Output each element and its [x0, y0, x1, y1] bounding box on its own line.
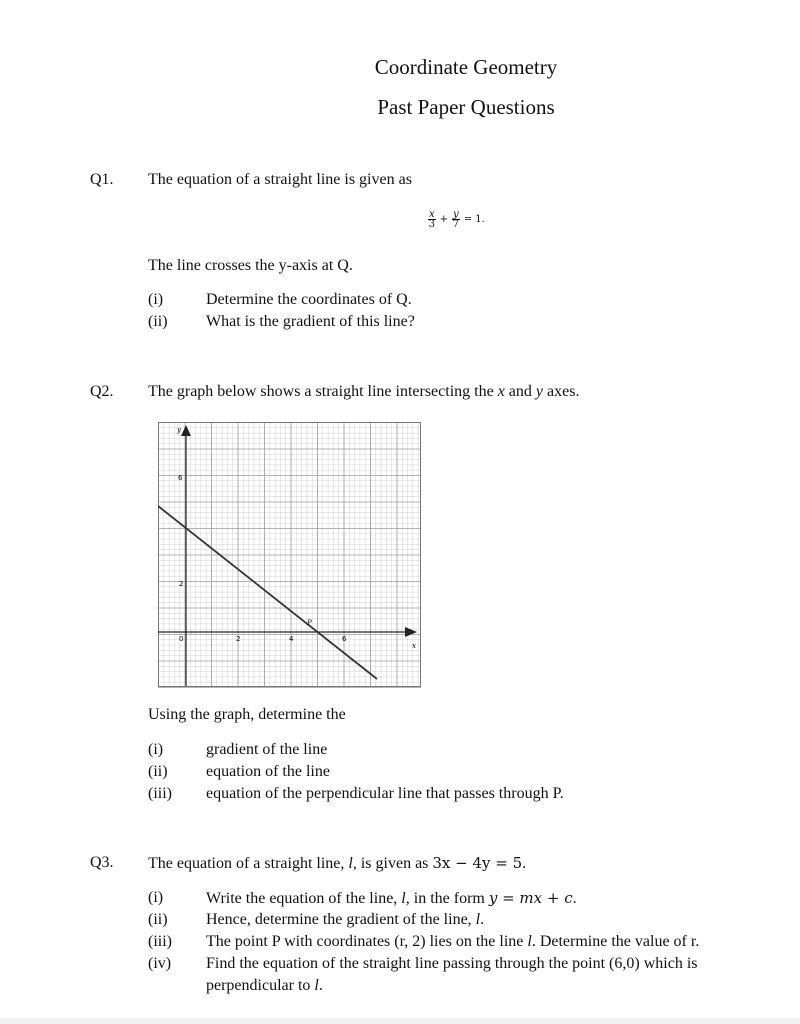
- q3-part-i-text: [206, 889, 577, 908]
- q1-stem: The equation of a straight line is given as: [148, 171, 412, 188]
- q2-stem-x: x: [497, 383, 505, 400]
- q3-part-text: .: [480, 911, 485, 928]
- q1-crosses-text: The line crosses the y-axis at Q.: [148, 257, 353, 274]
- x-denominator: 3: [428, 219, 435, 230]
- q3-part-text: . Determine the value of r.: [531, 933, 700, 950]
- q3-part-iv-text-line1: Find the equation of the straight line passing through the point (6,0) which is: [206, 955, 698, 972]
- q3-stem: [148, 854, 526, 873]
- q3-stem-equation: 3x − 4y = 5: [432, 854, 523, 872]
- page-title: Coordinate Geometry: [374, 55, 558, 79]
- y-fraction: [452, 210, 460, 229]
- q3-part-l: l: [401, 890, 406, 907]
- q3-part-ii-text: [206, 911, 484, 929]
- origin-label: 0: [179, 635, 184, 643]
- q2-part-iii-text: equation of the perpendicular line that passes through P.: [206, 785, 564, 802]
- q2-part-iii-label: (iii): [148, 785, 172, 802]
- q3-part-l: l: [527, 933, 532, 950]
- q3-stem-part: , is given as: [352, 855, 433, 872]
- q3-part-text: Write the equation of the line,: [206, 890, 402, 907]
- q2-stem: [148, 383, 579, 401]
- x-tick-2: 2: [236, 635, 241, 643]
- y-tick-2: 2: [179, 580, 184, 588]
- x-tick-6: 6: [342, 635, 347, 643]
- page-subtitle: Past Paper Questions: [377, 95, 555, 119]
- q3-part-ii-label: (ii): [148, 911, 168, 928]
- q1-part-ii-label: (ii): [148, 313, 168, 330]
- q3-part-iii-text: [206, 933, 699, 951]
- q1-part-i-text: Determine the coordinates of Q.: [206, 291, 412, 308]
- q2-stem-part: axes.: [543, 383, 580, 400]
- plus-sign: +: [439, 214, 449, 225]
- x-axis-arrow: [405, 627, 417, 637]
- q3-part-text: .: [318, 977, 323, 994]
- equation-rhs: = 1.: [463, 214, 485, 225]
- q3-part-l: l: [314, 977, 319, 994]
- q1-part-i-label: (i): [148, 291, 164, 308]
- q1-number: Q1.: [90, 171, 114, 188]
- minor-grid: [158, 422, 421, 687]
- q2-stem-part: The graph below shows a straight line intersecting the: [148, 383, 498, 400]
- x-axis-label: x: [412, 642, 416, 650]
- q2-stem-part: and: [504, 383, 536, 400]
- q3-number: Q3.: [90, 854, 114, 871]
- y-axis-arrow: [181, 425, 191, 436]
- q2-part-i-label: (i): [148, 741, 164, 758]
- x-numerator: x: [429, 209, 435, 220]
- q2-number: Q2.: [90, 383, 114, 400]
- q2-part-i-text: gradient of the line: [206, 741, 328, 758]
- q3-stem-l: l: [348, 855, 353, 872]
- q3-stem-part: The equation of a straight line,: [148, 855, 349, 872]
- q3-part-text: The point P with coordinates (r, 2) lies on the line: [206, 933, 528, 950]
- page-bottom-edge: [0, 1018, 800, 1024]
- major-grid: [158, 422, 421, 688]
- q3-part-iii-label: (iii): [148, 933, 172, 950]
- q3-part-i-label: (i): [148, 889, 164, 906]
- x-fraction: [428, 210, 436, 229]
- q3-part-form: y = mx + c: [488, 889, 573, 907]
- q2-part-ii-label: (ii): [148, 763, 168, 780]
- q3-part-text: .: [572, 890, 577, 907]
- y-axis-label: y: [177, 426, 181, 434]
- q3-part-text: , in the form: [405, 890, 489, 907]
- y-tick-6: 6: [178, 474, 183, 482]
- y-denominator: 7: [452, 219, 460, 230]
- x-tick-4: 4: [289, 635, 294, 643]
- q2-part-ii-text: equation of the line: [206, 763, 330, 780]
- y-numerator: y: [453, 209, 459, 220]
- q3-part-text: Hence, determine the gradient of the line,: [206, 911, 476, 928]
- q3-part-iv-label: (iv): [148, 955, 172, 972]
- q3-part-text: perpendicular to: [206, 977, 315, 994]
- q1-part-ii-text: What is the gradient of this line?: [206, 313, 415, 330]
- q2-graph: [158, 422, 422, 688]
- q3-part-l: l: [475, 911, 481, 928]
- q3-stem-part: .: [522, 855, 527, 872]
- q1-equation: [428, 210, 485, 229]
- q2-stem-y: y: [535, 383, 544, 400]
- point-p-label: P: [307, 619, 312, 627]
- q2-intro: Using the graph, determine the: [148, 706, 346, 723]
- q3-part-iv-text-line2: [206, 977, 323, 995]
